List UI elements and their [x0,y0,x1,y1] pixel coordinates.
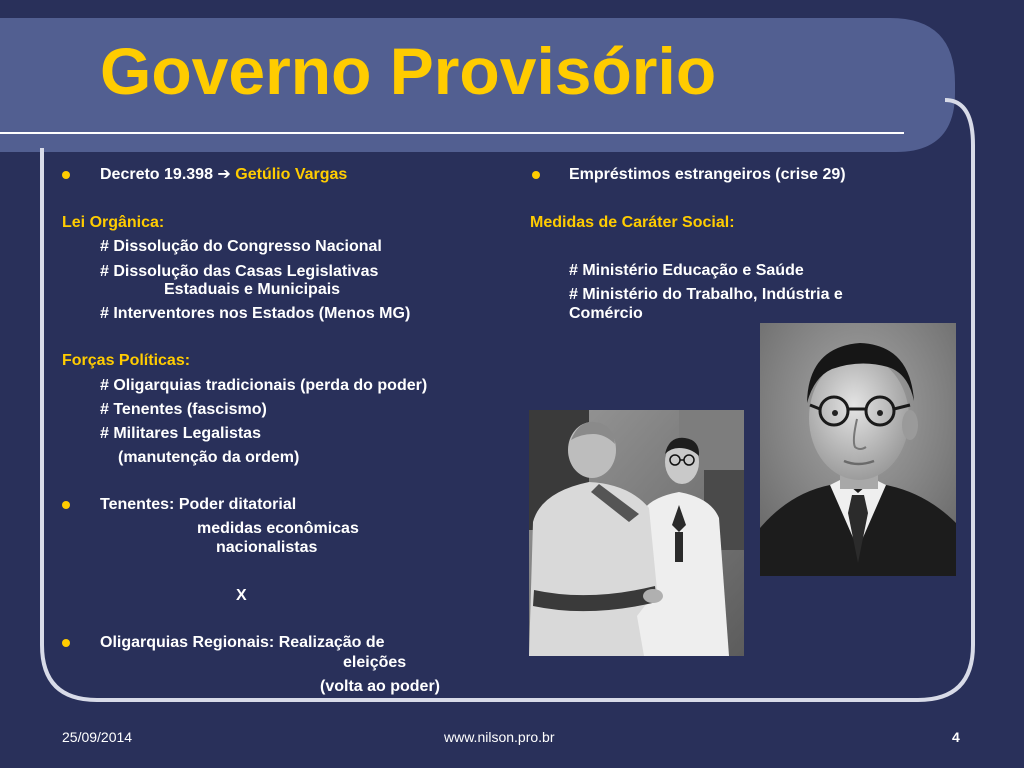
getulio-vargas-name: Getúlio Vargas [235,166,348,183]
forcas-item: # Oligarquias tradicionais (perda do poder) [100,377,428,394]
forcas-item-continuation: (manutenção da ordem) [118,449,300,466]
bullet-icon [62,639,70,647]
bullet-icon [62,171,70,179]
bullet-icon [62,501,70,509]
medidas-sociais-heading: Medidas de Caráter Social: [530,214,735,231]
footer-date: 25/09/2014 [62,729,133,745]
forcas-politicas-heading: Forças Políticas: [62,352,191,369]
decreto-line [100,166,347,184]
lei-item-continuation: Estaduais e Municipais [164,281,341,298]
forcas-item: # Tenentes (fascismo) [100,401,267,418]
forcas-item: # Militares Legalistas [100,425,261,442]
lei-organica-heading: Lei Orgânica: [62,214,165,231]
tenentes-line: medidas econômicas [197,520,359,537]
medidas-item: # Ministério do Trabalho, Indústria e [569,286,843,303]
footer-url: www.nilson.pro.br [444,729,555,745]
lei-item: # Dissolução do Congresso Nacional [100,238,382,255]
arrow-right-icon: ➔ [217,166,231,183]
tenentes-line: nacionalistas [216,539,318,556]
medidas-item-continuation: Comércio [569,305,643,322]
bullet-icon [532,171,540,179]
tenentes-line: Tenentes: Poder ditatorial [100,496,297,513]
slide-title: Governo Provisório [100,34,717,108]
portrait-photo [760,323,956,576]
handshake-photo [529,410,744,656]
page-number: 4 [952,729,960,745]
lei-item: # Dissolução das Casas Legislativas [100,263,379,280]
decreto-text: Decreto 19.398 [100,166,213,183]
oligarquias-line: Oligarquias Regionais: Realização de [100,634,385,651]
versus-mark: X [236,587,247,604]
medidas-item: # Ministério Educação e Saúde [569,262,804,279]
oligarquias-line: eleições [343,654,407,671]
lei-item: # Interventores nos Estados (Menos MG) [100,305,411,322]
oligarquias-line: (volta ao poder) [320,678,441,695]
emprestimos-line: Empréstimos estrangeiros (crise 29) [569,166,846,183]
